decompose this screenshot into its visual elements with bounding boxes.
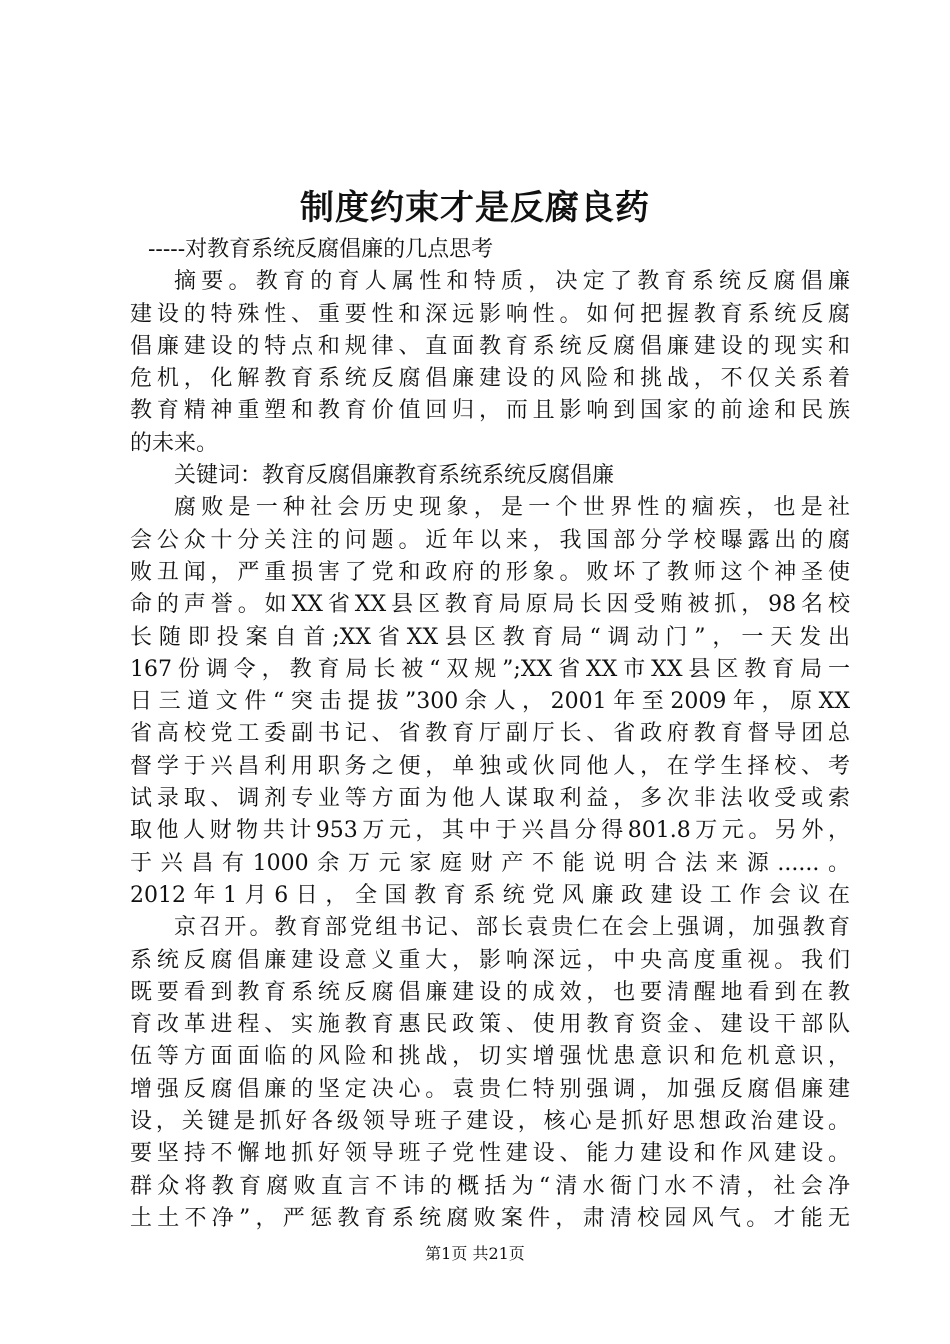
document-subtitle: -----对教育系统反腐倡廉的几点思考 bbox=[148, 237, 494, 262]
paragraph-line: 会公众十分关注的问题。近年以来，我国部分学校曝露出的腐 bbox=[130, 527, 850, 553]
paragraph-line: 试录取、调剂专业等方面为他人谋取利益，多次非法收受或索 bbox=[130, 786, 850, 812]
paragraph-line: 命的声誉。如XX省XX县区教育局原局长因受贿被抓，98名校 bbox=[130, 592, 850, 618]
paragraph-line: 土土不净”，严惩教育系统腐败案件，肃清校园风气。才能无 bbox=[130, 1205, 850, 1231]
keywords-line: 关键词：教育反腐倡廉教育系统系统反腐倡廉 bbox=[174, 463, 615, 489]
abstract-line: 教育精神重塑和教育价值回归，而且影响到国家的前途和民族 bbox=[130, 398, 850, 424]
paragraph-line: 要坚持不懈地抓好领导班子党性建设、能力建设和作风建设。 bbox=[130, 1141, 850, 1167]
abstract-line: 摘要。教育的育人属性和特质，决定了教育系统反腐倡廉 bbox=[174, 269, 850, 295]
paragraph-line: 腐败是一种社会历史现象，是一个世界性的痼疾，也是社 bbox=[174, 495, 850, 521]
page-number-footer: 第1页 共21页 bbox=[425, 1244, 525, 1263]
paragraph-line: 于兴昌有1000余万元家庭财产不能说明合法来源......。 bbox=[130, 850, 850, 876]
document-title: 制度约束才是反腐良药 bbox=[300, 188, 650, 228]
paragraph-line: 败丑闻，严重损害了党和政府的形象。败坏了教师这个神圣使 bbox=[130, 559, 850, 585]
paragraph-line: 群众将教育腐败直言不讳的概括为“清水衙门水不清，社会净 bbox=[130, 1173, 850, 1199]
paragraph-line: 2012年1月6日，全国教育系统党风廉政建设工作会议在 bbox=[130, 882, 850, 908]
paragraph-line: 取他人财物共计953万元，其中于兴昌分得801.8万元。另外， bbox=[130, 818, 850, 844]
paragraph-line: 育改革进程、实施教育惠民政策、使用教育资金、建设干部队 bbox=[130, 1012, 850, 1038]
abstract-line: 危机，化解教育系统反腐倡廉建设的风险和挑战，不仅关系着 bbox=[130, 366, 850, 392]
document-body bbox=[130, 234, 850, 1235]
abstract-line: 建设的特殊性、重要性和深远影响性。如何把握教育系统反腐 bbox=[130, 301, 850, 327]
abstract-line: 的未来。 bbox=[130, 430, 219, 456]
paragraph-line: 省高校党工委副书记、省教育厅副厅长、省政府教育督导团总 bbox=[130, 721, 850, 747]
paragraph-line: 长随即投案自首;XX省XX县区教育局“调动门”，一天发出 bbox=[130, 624, 850, 650]
paragraph-line: 设，关键是抓好各级领导班子建设，核心是抓好思想政治建设。 bbox=[130, 1109, 850, 1135]
paragraph-line: 日三道文件“突击提拔”300余人，2001年至2009年，原XX bbox=[130, 689, 850, 715]
paragraph-line: 系统反腐倡廉建设意义重大，影响深远，中央高度重视。我们 bbox=[130, 947, 850, 973]
paragraph-line: 督学于兴昌利用职务之便，单独或伙同他人，在学生择校、考 bbox=[130, 753, 850, 779]
abstract-line: 倡廉建设的特点和规律、直面教育系统反腐倡廉建设的现实和 bbox=[130, 333, 850, 359]
paragraph-line: 167份调令，教育局长被“双规”;XX省XX市XX县区教育局一 bbox=[130, 656, 850, 682]
paragraph-line: 增强反腐倡廉的坚定决心。袁贵仁特别强调，加强反腐倡廉建 bbox=[130, 1076, 850, 1102]
paragraph-line: 京召开。教育部党组书记、部长袁贵仁在会上强调，加强教育 bbox=[174, 915, 850, 941]
paragraph-line: 既要看到教育系统反腐倡廉建设的成效，也要清醒地看到在教 bbox=[130, 979, 850, 1005]
paragraph-line: 伍等方面面临的风险和挑战，切实增强忧患意识和危机意识， bbox=[130, 1044, 850, 1070]
